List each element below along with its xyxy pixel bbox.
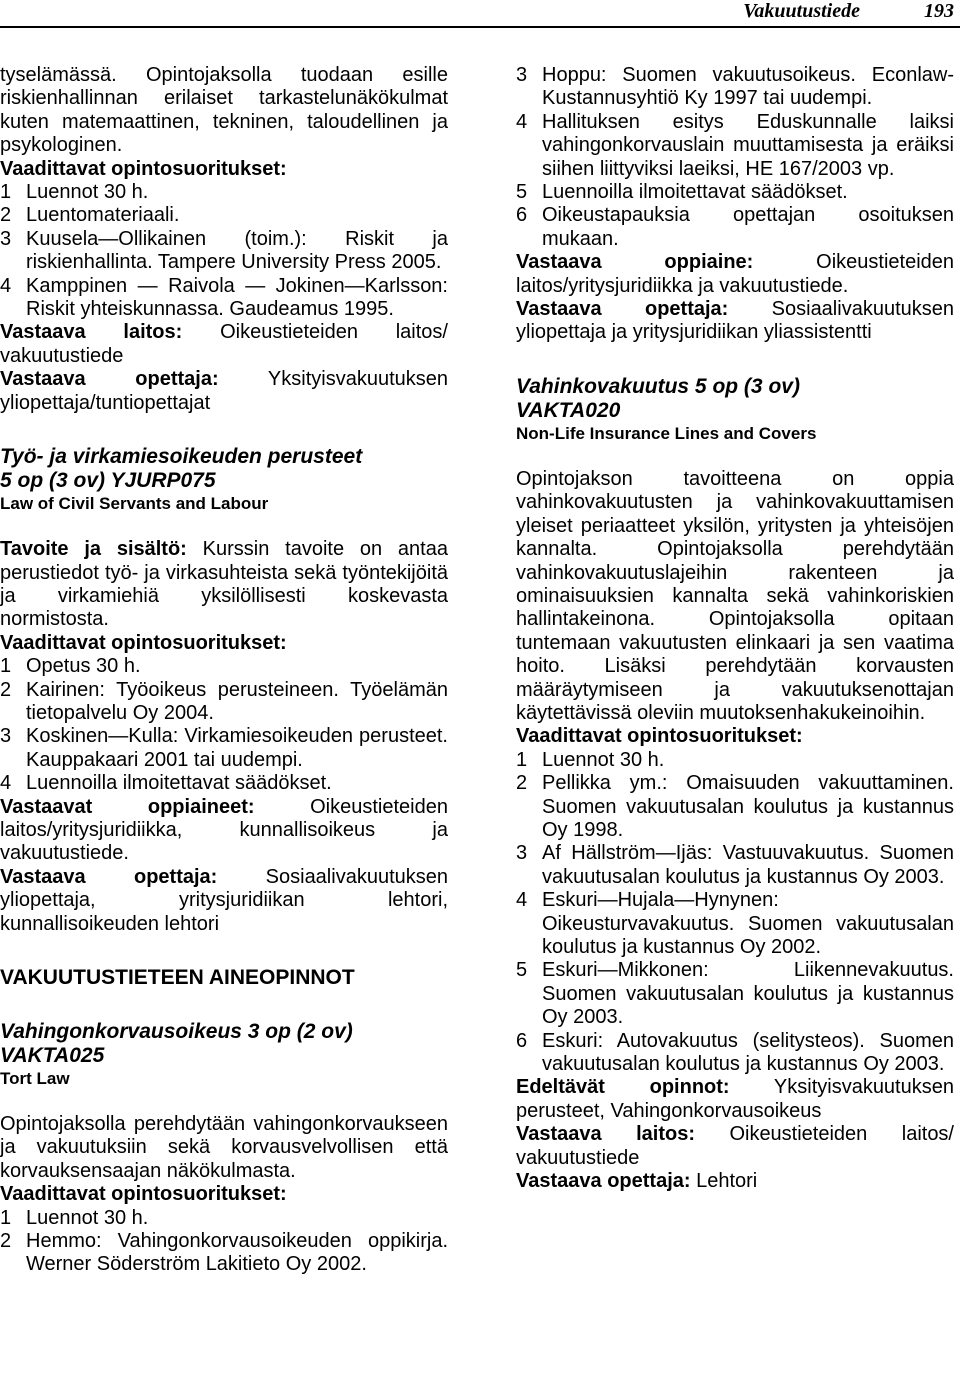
list-item — [516, 772, 954, 842]
item-text: Oikeustapauksia opettajan osoituksen mukaan. — [542, 204, 954, 250]
item-number: 3 — [0, 227, 12, 250]
requirements-list — [0, 655, 448, 795]
list-item — [0, 1207, 448, 1230]
item-text: Pellikka ym.: Omaisuuden vakuuttaminen. Suomen vakuutusalan koulutus ja kustannus Oy 1998. — [542, 772, 954, 841]
department-value: Oikeustieteiden laitos/ vakuutustiede — [516, 1123, 954, 1169]
list-item — [516, 64, 954, 111]
item-number: 4 — [0, 274, 12, 297]
teacher-line — [0, 368, 448, 415]
subject-line — [516, 251, 954, 298]
list-item — [0, 772, 448, 795]
item-number: 3 — [516, 64, 528, 86]
course-title: Vahinkovakuutus 5 op (3 ov) — [516, 374, 800, 398]
item-number: 1 — [516, 748, 528, 771]
prerequisites-value: Yksityisvakuutuksen perusteet, Vahingonkorvausoikeus — [516, 1076, 954, 1122]
item-text: Luennot 30 h. — [26, 181, 149, 204]
course-description: Opintojaksolla perehdytään vahingonkorvaukseen ja vakuutuksiin sekä korvausvelvollisen että korvauksensaajan näkökulmasta. — [0, 1113, 448, 1182]
item-text: Koskinen—Kulla: Virkamiesoikeuden perusteet. Kauppakaari 2001 tai uudempi. — [26, 725, 448, 771]
item-number: 4 — [516, 110, 528, 133]
item-number: 2 — [516, 772, 528, 795]
prerequisites-label: Edeltävät opinnot: — [516, 1076, 730, 1099]
department-line — [516, 1123, 954, 1170]
item-text: Hallituksen esitys Eduskunnalle laiksi vahingonkorvauslain muuttamisesta ja eräiksi siihen liittyviksi laeiksi, HE 167/2003 vp. — [542, 110, 954, 180]
item-text: Luennot 30 h. — [26, 1206, 149, 1229]
list-item — [0, 275, 448, 322]
teacher-label: Vastaava opettaja: — [0, 368, 219, 391]
course-description: Opintojakson tavoitteena on oppia vahinkovakuutusten ja vahinkovakuuttamisen yleiset periaatteet yksilön, yritysten ja yhteisöjen kannalta. Opintojaksolla perehdytään vahinkovakuutuslajeihin rakenteen ja ominaisuuksien kannalta sekä vahinkoriskien hallintakeinona. Opintojaksolla opitaan tuntemaan vakuutusten elinkaari ja sen vaatima hoito. Lisäksi perehdytään korvausten määräytymiseen ja vakuutuksenottajan käytettävissä oleviin muutoksenhakukeinoihin. — [516, 467, 954, 724]
requirements-label: Vaadittavat opintosuoritukset: — [0, 157, 287, 180]
list-item — [0, 679, 448, 726]
requirements-list — [0, 181, 448, 321]
item-number: 6 — [516, 1029, 528, 1052]
page-number: 193 — [924, 0, 954, 22]
teacher-line — [516, 298, 954, 345]
item-text: Eskuri—Hujala—Hynynen: Oikeusturvavakuutus. Suomen vakuutusalan koulutus ja kustannus Oy 2002. — [542, 889, 954, 958]
department-value: Oikeustieteiden laitos/ vakuutustiede — [0, 321, 448, 367]
list-item — [516, 1030, 954, 1077]
list-item — [0, 1230, 448, 1277]
item-number: 4 — [0, 772, 12, 795]
list-item — [0, 204, 448, 227]
goal-label: Tavoite ja sisältö: — [0, 538, 187, 561]
item-number: 1 — [0, 181, 12, 204]
teacher-value: Sosiaalivakuutuksen yliopettaja ja yritysjuridiikan yliassistentti — [516, 298, 954, 344]
item-text: Luennot 30 h. — [542, 748, 665, 771]
goal-paragraph — [0, 538, 448, 632]
subjects-line — [0, 796, 448, 866]
item-number: 3 — [516, 842, 528, 865]
list-item — [516, 842, 954, 889]
page-header — [0, 0, 960, 28]
requirements-list-continued — [516, 64, 954, 251]
requirements-label: Vaadittavat opintosuoritukset: — [0, 631, 287, 654]
course-english-name: Tort Law — [0, 1069, 70, 1088]
list-item — [0, 228, 448, 275]
subject-value: Oikeustieteiden laitos/yritysjuridiikka ja vakuutustiede. — [516, 251, 955, 297]
list-item — [516, 111, 954, 181]
course-code: VAKTA025 — [0, 1044, 105, 1067]
item-text: Eskuri—Mikkonen: Liikennevakuutus. Suomen vakuutusalan koulutus ja kustannus Oy 2003. — [542, 959, 954, 1029]
teacher-label: Vastaava opettaja: — [516, 298, 729, 321]
department-label: Vastaava laitos: — [0, 321, 183, 344]
item-number: 2 — [0, 1230, 12, 1253]
course-english-name: Non-Life Insurance Lines and Covers — [516, 423, 817, 443]
department-line — [0, 321, 448, 368]
subjects-label: Vastaavat oppiaineet: — [0, 795, 255, 818]
prerequisites-line — [516, 1076, 954, 1123]
list-item — [516, 959, 954, 1029]
item-number: 6 — [516, 204, 528, 227]
item-text: Hemmo: Vahingonkorvausoikeuden oppikirja. Werner Söderström Lakitieto Oy 2002. — [26, 1230, 448, 1276]
section-title: VAKUUTUSTIETEEN AINEOPINNOT — [0, 966, 355, 989]
requirements-label: Vaadittavat opintosuoritukset: — [0, 1183, 287, 1206]
item-number: 5 — [516, 959, 528, 982]
item-text: Kairinen: Työoikeus perusteineen. Työelämän tietopalvelu Oy 2004. — [26, 678, 448, 724]
item-text: Opetus 30 h. — [26, 655, 141, 678]
list-item — [516, 181, 954, 204]
list-item — [516, 204, 954, 251]
item-number: 5 — [516, 181, 528, 204]
list-item — [516, 889, 954, 959]
teacher-value: Yksityisvakuutuksen yliopettaja/tuntiopettajat — [0, 368, 448, 414]
item-text: Luentomateriaali. — [26, 204, 180, 227]
running-title: Vakuutustiede — [743, 0, 860, 22]
right-column — [516, 64, 954, 1193]
item-text: Af Hällström—Ijäs: Vastuuvakuutus. Suomen vakuutusalan koulutus ja kustannus Oy 2003. — [542, 842, 954, 888]
item-text: Hoppu: Suomen vakuutusoikeus. Econlaw-Kustannusyhtiö Ky 1997 tai uudempi. — [542, 64, 954, 110]
teacher-line — [516, 1170, 954, 1193]
requirements-list — [0, 1207, 448, 1277]
item-text: Kamppinen — Raivola — Jokinen—Karlsson: Riskit yhteiskunnassa. Gaudeamus 1995. — [26, 274, 448, 321]
item-text: Luennoilla ilmoitettavat säädökset. — [542, 181, 848, 204]
list-item — [0, 655, 448, 678]
requirements-label: Vaadittavat opintosuoritukset: — [516, 725, 803, 748]
course-title: Vahingonkorvausoikeus 3 op (2 ov) — [0, 1020, 353, 1043]
item-number: 4 — [516, 889, 528, 912]
requirements-list — [516, 749, 954, 1077]
teacher-line — [0, 866, 448, 936]
teacher-value: Sosiaalivakuutuksen yliopettaja, yritysjuridiikan lehtori, kunnallisoikeuden lehtori — [0, 865, 448, 935]
course-code: VAKTA020 — [516, 398, 621, 422]
course-title: Työ- ja virkamiesoikeuden perusteet — [0, 445, 363, 469]
item-number: 1 — [0, 1206, 12, 1229]
item-text: Kuusela—Ollikainen (toim.): Riskit ja riskienhallinta. Tampere University Press 2005. — [26, 227, 448, 274]
list-item — [0, 725, 448, 772]
list-item — [0, 181, 448, 204]
item-number: 3 — [0, 725, 12, 748]
item-text: Eskuri: Autovakuutus (selitysteos). Suomen vakuutusalan koulutus ja kustannus Oy 2003. — [542, 1029, 954, 1076]
goal-text: Kurssin tavoite on antaa perustiedot työ- ja virkasuhteista sekä työntekijöitä ja virkamiehiä yksilöllisesti koskevasta normistosta. — [0, 538, 448, 631]
subjects-value: Oikeustieteiden laitos/yritysjuridiikka, kunnallisoikeus ja vakuutustiede. — [0, 795, 448, 865]
teacher-value: Lehtori — [696, 1170, 758, 1193]
teacher-label: Vastaava opettaja: — [0, 865, 218, 888]
course-code: 5 op (3 ov) YJURP075 — [0, 469, 216, 493]
intro-paragraph: tyselämässä. Opintojaksolla tuodaan esille riskienhallinnan erilaiset tarkastelunäkökulmat kuten matemaattinen, tekninen, taloudellinen ja psykologinen. — [0, 64, 448, 157]
item-number: 2 — [0, 204, 12, 227]
course-english-name: Law of Civil Servants and Labour — [0, 494, 269, 514]
teacher-label: Vastaava opettaja: — [516, 1170, 691, 1193]
subject-label: Vastaava oppiaine: — [516, 251, 754, 274]
department-label: Vastaava laitos: — [516, 1123, 695, 1146]
item-text: Luennoilla ilmoitettavat säädökset. — [26, 772, 332, 795]
list-item — [516, 749, 954, 772]
item-number: 2 — [0, 678, 12, 701]
left-column — [0, 64, 448, 1277]
item-number: 1 — [0, 655, 12, 678]
